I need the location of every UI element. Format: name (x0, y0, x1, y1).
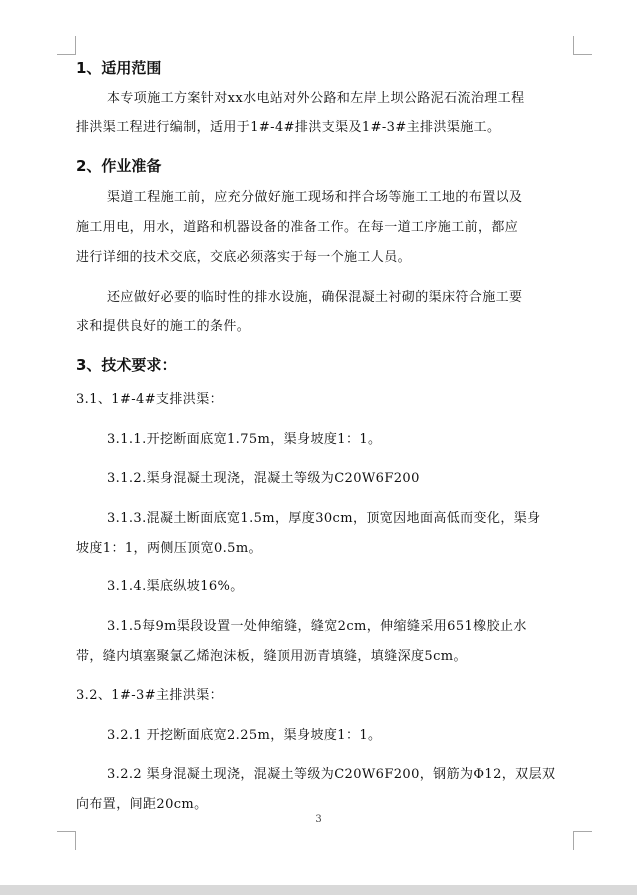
paragraph-line: 排洪渠工程进行编制，适用于1#-4#排洪支渠及1#-3#主排洪渠施工。 (76, 120, 501, 135)
paragraph-line: 还应做好必要的临时性的排水设施，确保混凝土衬砌的渠床符合施工要 (107, 290, 523, 305)
paragraph-line: 3.1.5每9m渠段设置一处伸缩缝，缝宽2cm，伸缩缝采用651橡胶止水 (107, 619, 527, 634)
paragraph-line: 坡度1：1，两侧压顶宽0.5m。 (76, 541, 262, 556)
paragraph-line: 3.1.4.渠底纵坡16%。 (107, 579, 244, 594)
paragraph-line: 施工用电，用水，道路和机器设备的准备工作。在每一道工序施工前，都应 (76, 220, 519, 235)
paragraph-line: 3.2.2 渠身混凝土现浇，混凝土等级为C20W6F200，钢筋为Φ12，双层双 (107, 767, 556, 782)
paragraph-line: 3.1.3.混凝土断面底宽1.5m，厚度30cm，顶宽因地面高低而变化，渠身 (107, 511, 541, 526)
section-heading-technical: 3、技术要求： (76, 356, 177, 374)
crop-mark-top-right (573, 36, 592, 55)
paragraph-line: 求和提供良好的施工的条件。 (76, 319, 251, 334)
subsection-title: 3.1、1#-4#支排洪渠： (76, 392, 223, 407)
paragraph-line: 本专项施工方案针对xx水电站对外公路和左岸上坝公路泥石流治理工程 (107, 91, 525, 106)
paragraph-line: 带，缝内填塞聚氯乙烯泡沫板，缝顶用沥青填缝，填缝深度5cm。 (76, 649, 467, 664)
crop-mark-top-left (57, 36, 76, 55)
section-heading-scope: 1、适用范围 (76, 59, 162, 77)
paragraph-line: 3.2.1 开挖断面底宽2.25m，渠身坡度1：1。 (107, 728, 382, 743)
crop-mark-bottom-right (573, 831, 592, 850)
paragraph-line: 向布置，间距20cm。 (76, 797, 208, 812)
page-number: 3 (315, 814, 322, 825)
paragraph-line: 3.1.2.渠身混凝土现浇，混凝土等级为C20W6F200 (107, 471, 420, 486)
paragraph-line: 渠道工程施工前，应充分做好施工现场和拌合场等施工工地的布置以及 (107, 190, 523, 205)
subsection-title: 3.2、1#-3#主排洪渠： (76, 688, 223, 703)
paragraph-line: 进行详细的技术交底，交底必须落实于每一个施工人员。 (76, 250, 412, 265)
section-heading-preparation: 2、作业准备 (76, 157, 162, 175)
paragraph-line: 3.1.1.开挖断面底宽1.75m，渠身坡度1：1。 (107, 432, 382, 447)
crop-mark-bottom-left (57, 831, 76, 850)
